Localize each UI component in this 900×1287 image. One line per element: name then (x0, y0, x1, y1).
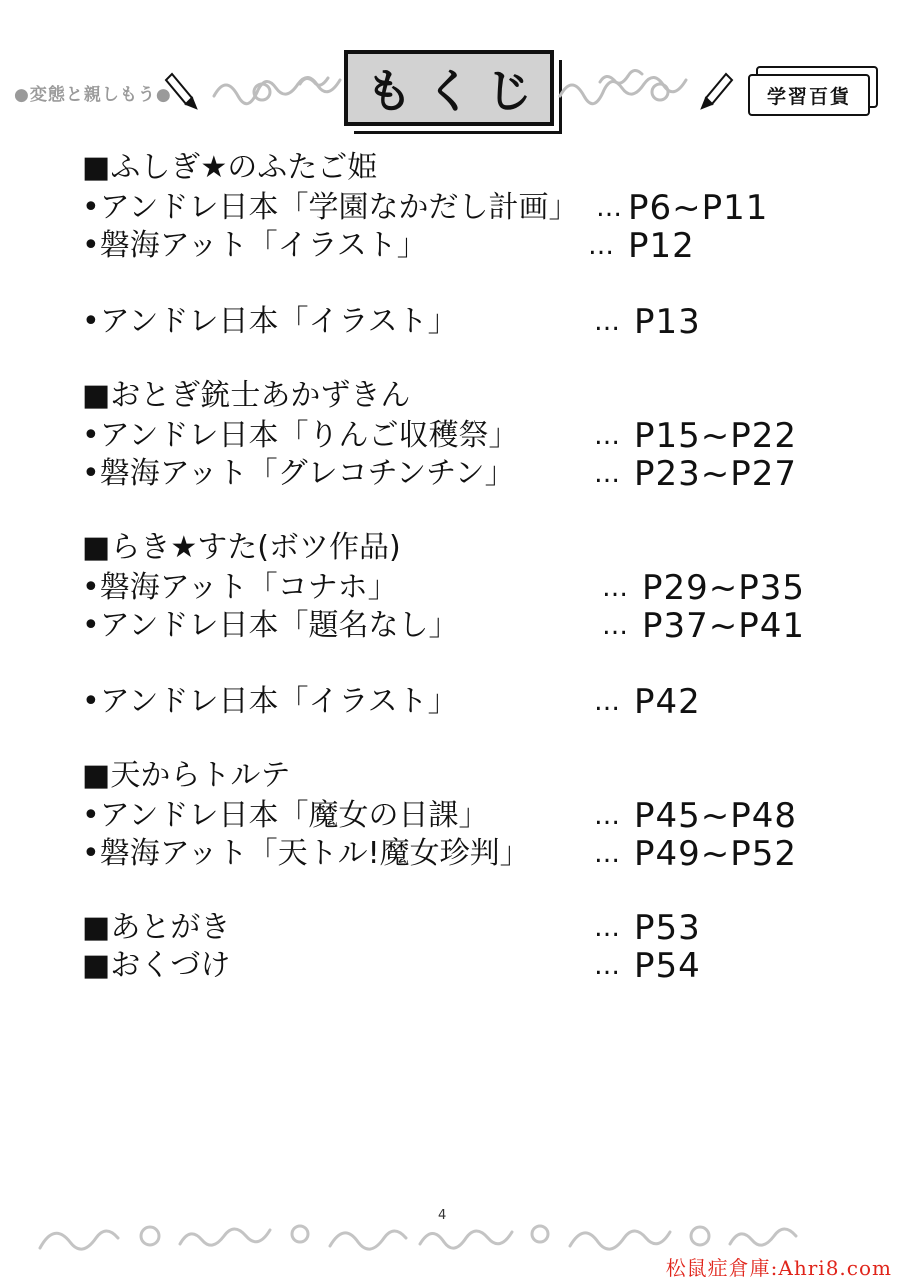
toc-section-heading (82, 528, 842, 568)
toc-leader: … (596, 193, 623, 223)
page-header (0, 0, 900, 140)
toc-page: P29~P35 (642, 568, 806, 608)
toc-entry (82, 416, 842, 456)
toc-label: •アンドレ日本「魔女の日課」 (82, 798, 489, 833)
toc-leader: … (594, 307, 621, 337)
toc-entry (82, 568, 842, 608)
toc-entry (82, 606, 842, 646)
toc-entry (82, 796, 842, 836)
toc-entry (82, 682, 842, 722)
toc-leader: … (594, 801, 621, 831)
toc-page: P37~P41 (642, 606, 806, 646)
toc-page: P45~P48 (634, 796, 798, 836)
toc-page: P54 (634, 946, 701, 986)
toc-label: •磐海アット「天トル!魔女珍判」 (82, 836, 530, 871)
toc-page: P23~P27 (634, 454, 798, 494)
toc-label: ■あとがき (82, 910, 231, 945)
header-subtitle: ●変態と親しもう● (14, 85, 172, 105)
toc-label: •アンドレ日本「イラスト」 (82, 684, 458, 719)
toc-page: P15~P22 (634, 416, 798, 456)
toc-leader: … (602, 573, 629, 603)
toc-label: ■おくづけ (82, 948, 231, 983)
toc-leader: … (594, 421, 621, 451)
page-title: もくじ (366, 64, 546, 118)
toc-section-heading (82, 756, 842, 796)
toc-label: •磐海アット「グレコチンチン」 (82, 456, 515, 491)
toc-entry (82, 188, 842, 228)
toc-section-heading (82, 946, 842, 986)
toc-label: ■らき★すた(ボツ作品) (82, 530, 401, 565)
toc-leader: … (594, 951, 621, 981)
toc-label: •アンドレ日本「りんご収穫祭」 (82, 418, 519, 453)
toc-section-heading (82, 376, 842, 416)
toc-section-heading (82, 148, 842, 188)
toc-label: •アンドレ日本「イラスト」 (82, 304, 458, 339)
toc-label: •磐海アット「コナホ」 (82, 570, 398, 605)
toc-page: P42 (634, 682, 701, 722)
title-box (344, 50, 554, 126)
toc-page: P12 (628, 226, 695, 266)
toc-entry (82, 834, 842, 874)
toc-label: ■ふしぎ★のふたご姫 (82, 150, 378, 185)
toc-leader: … (588, 231, 615, 261)
toc-entry (82, 454, 842, 494)
pencil-icon-right (702, 74, 732, 108)
toc-page: P6~P11 (628, 188, 769, 228)
footer-swirl-decoration (0, 1200, 900, 1260)
toc-label: •磐海アット「イラスト」 (82, 228, 427, 263)
toc-entry (82, 226, 842, 266)
toc-label: •アンドレ日本「学園なかだし計画」 (82, 190, 579, 225)
toc-section-heading (82, 908, 842, 948)
toc-leader: … (594, 687, 621, 717)
toc-page: P49~P52 (634, 834, 798, 874)
page-number: 4 (438, 1208, 447, 1223)
toc-leader: … (594, 839, 621, 869)
toc-entry (82, 302, 842, 342)
toc-leader: … (602, 611, 629, 641)
toc-label: •アンドレ日本「題名なし」 (82, 608, 459, 643)
watermark: 松鼠症倉庫:Ahri8.com (665, 1256, 892, 1280)
toc-leader: … (594, 913, 621, 943)
toc-label: ■天からトルテ (82, 758, 291, 793)
toc-label: ■おとぎ銃士あかずきん (82, 378, 411, 413)
series-badge: 学習百貨 (748, 74, 870, 116)
toc-leader: … (594, 459, 621, 489)
toc-page: P53 (634, 908, 701, 948)
toc-page: P13 (634, 302, 701, 342)
